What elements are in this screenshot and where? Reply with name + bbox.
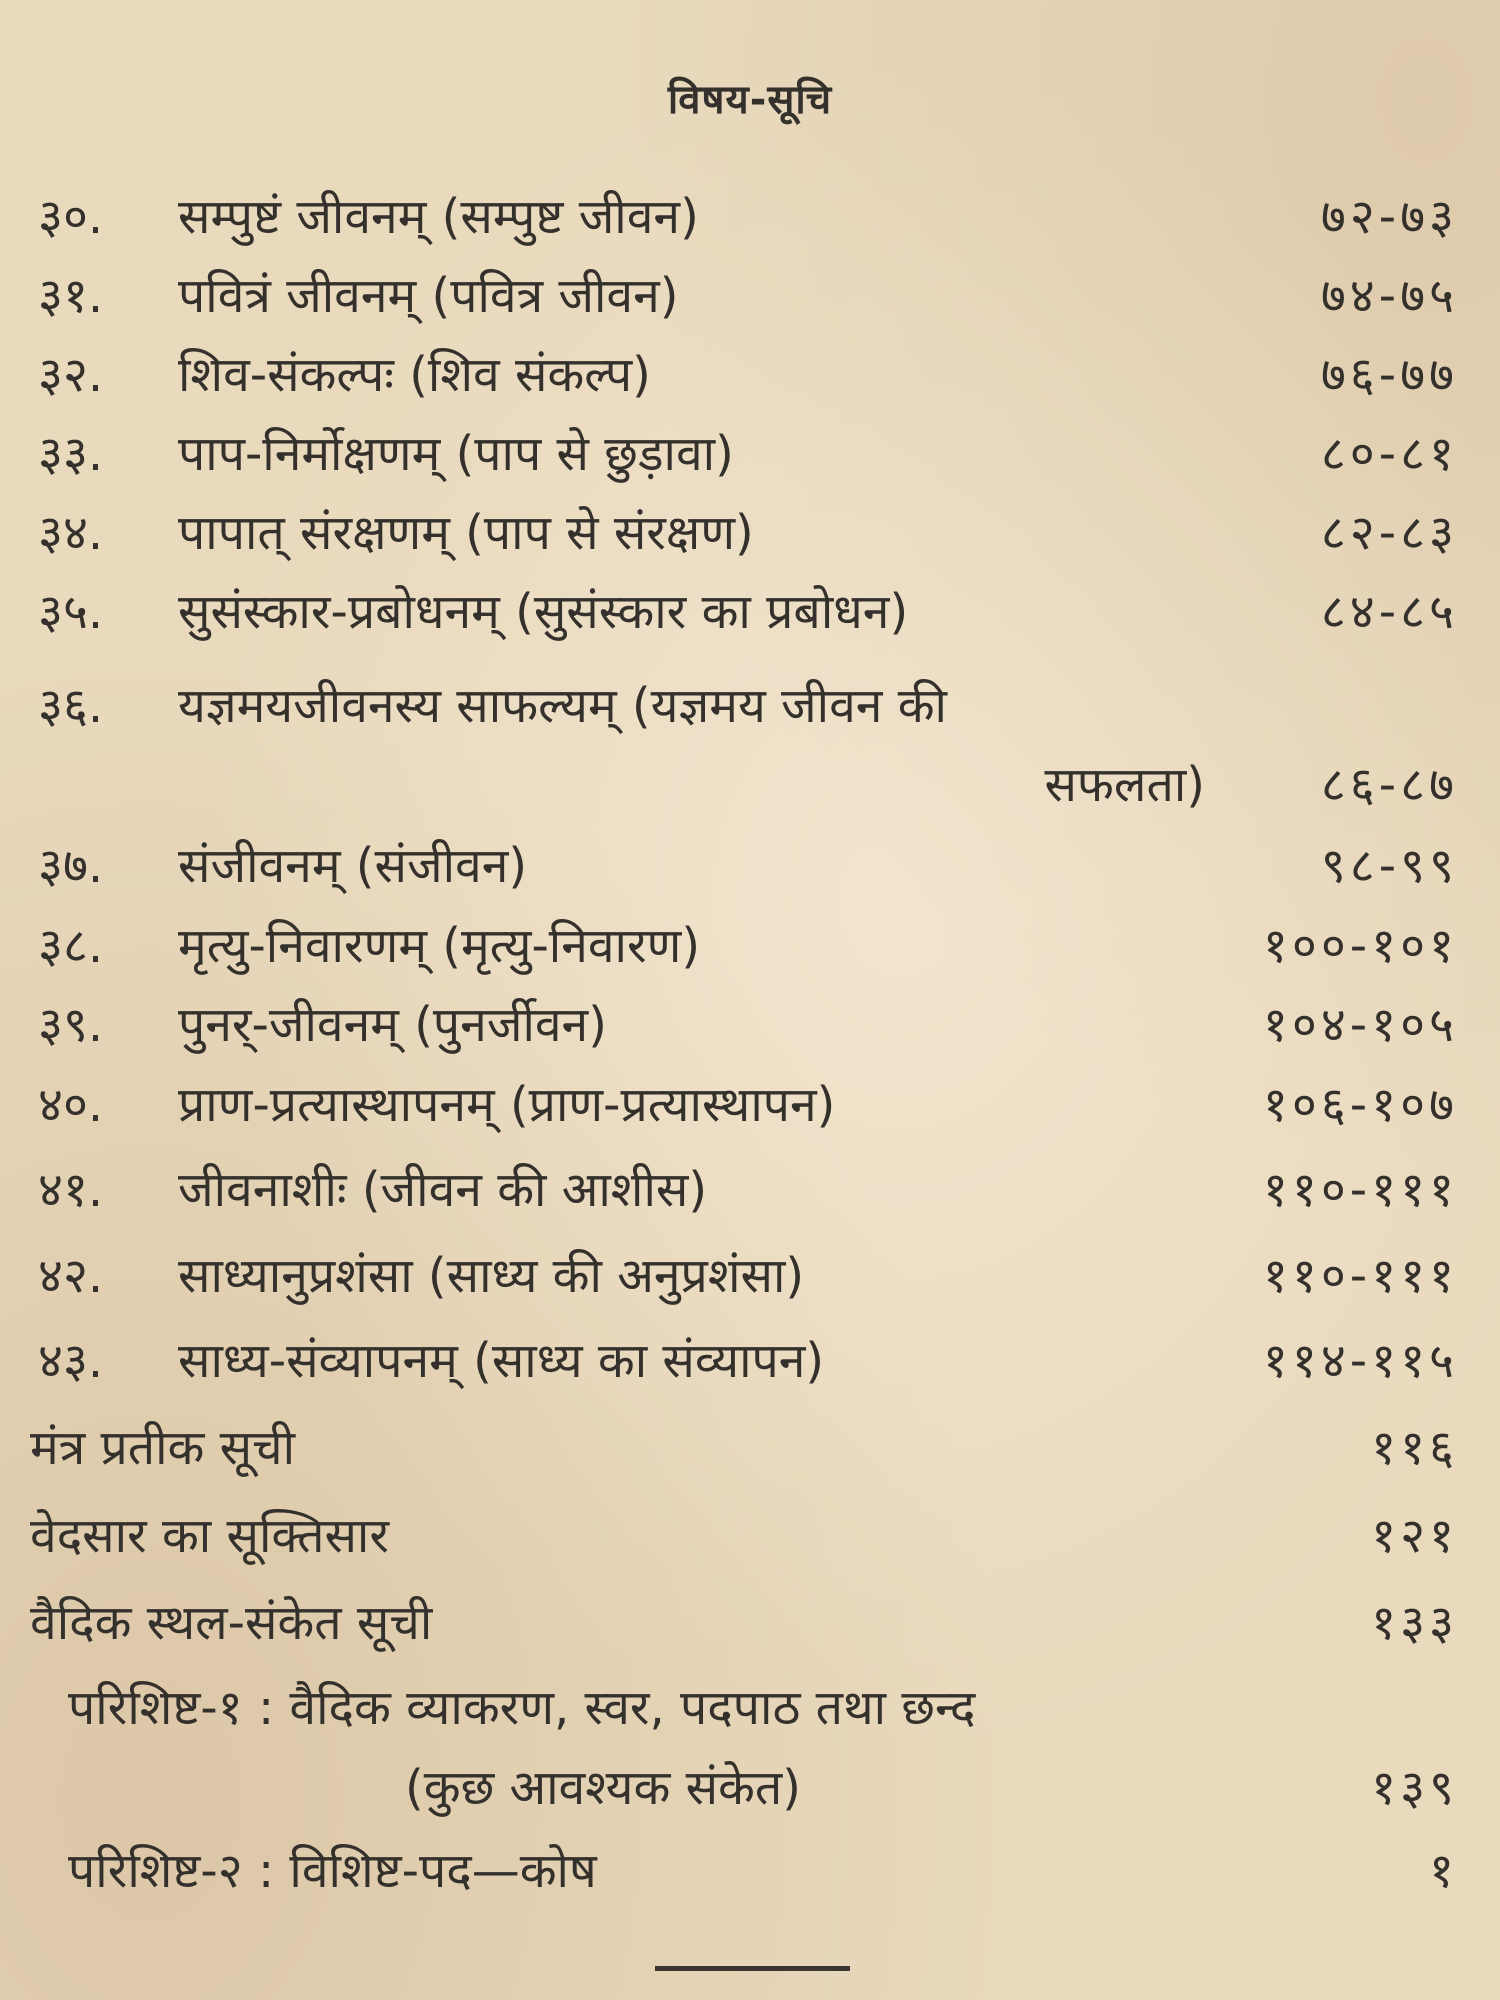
entry-title: जीवनाशीः (जीवन की आशीस) — [178, 1162, 708, 1218]
entry-number: ३२. — [38, 347, 104, 403]
toc-entry — [0, 263, 1500, 329]
entry-page: ८०-८१ — [1320, 426, 1458, 482]
toc-appendix-entry — [0, 1838, 1500, 1904]
entry-page: ७६-७७ — [1320, 347, 1458, 403]
toc-extra-entry — [0, 1503, 1500, 1569]
entry-title: सुसंस्कार-प्रबोधनम् (सुसंस्कार का प्रबोधन) — [178, 584, 909, 640]
toc-entry — [0, 1243, 1500, 1309]
toc-entry — [0, 913, 1500, 979]
entry-number: ३४. — [38, 505, 104, 561]
toc-entry-continuation — [0, 752, 1500, 818]
entry-number: ३०. — [38, 189, 104, 245]
entry-number: ४१. — [38, 1162, 104, 1218]
toc-entry — [0, 833, 1500, 899]
toc-extra-entry — [0, 1590, 1500, 1656]
toc-entry — [0, 184, 1500, 250]
page-title: विषय-सूचि — [667, 77, 833, 123]
end-rule — [655, 1966, 850, 1971]
entry-page: ११४-११५ — [1262, 1333, 1458, 1389]
toc-appendix-continuation — [0, 1755, 1500, 1821]
entry-title: साध्यानुप्रशंसा (साध्य की अनुप्रशंसा) — [178, 1248, 805, 1304]
entry-page: ७२-७३ — [1320, 189, 1458, 245]
entry-page: ८२-८३ — [1320, 505, 1458, 561]
entry-page: १३३ — [1371, 1595, 1458, 1651]
entry-number: ३१. — [38, 268, 104, 324]
entry-page: ११६ — [1371, 1420, 1458, 1476]
entry-title: साध्य-संव्यापनम् (साध्य का संव्यापन) — [178, 1333, 825, 1389]
toc-entry — [0, 1157, 1500, 1223]
entry-title: यज्ञमयजीवनस्य साफल्यम् (यज्ञमय जीवन की — [178, 678, 947, 734]
entry-page: १३९ — [1371, 1760, 1458, 1816]
entry-number: ३५. — [38, 584, 104, 640]
extra-title: वेदसार का सूक्तिसार — [30, 1508, 389, 1564]
toc-entry — [0, 673, 1500, 739]
entry-title: पुनर्-जीवनम् (पुनर्जीवन) — [178, 997, 607, 1053]
toc-entry — [0, 421, 1500, 487]
appendix-title: परिशिष्ट-१ : वैदिक व्याकरण, स्वर, पदपाठ तथा छन्द — [68, 1680, 976, 1736]
extra-title: वैदिक स्थल-संकेत सूची — [30, 1595, 433, 1651]
entry-title-continuation: सफलता) — [1044, 757, 1205, 813]
entry-title: पवित्रं जीवनम् (पवित्र जीवन) — [178, 268, 679, 324]
toc-entry — [0, 500, 1500, 566]
toc-entry — [0, 1072, 1500, 1138]
entry-number: ३९. — [38, 997, 104, 1053]
entry-page: १ — [1429, 1843, 1458, 1899]
appendix-title: परिशिष्ट-२ : विशिष्ट-पद—कोष — [68, 1843, 597, 1899]
entry-page: १०४-१०५ — [1262, 997, 1458, 1053]
entry-title: शिव-संकल्पः (शिव संकल्प) — [178, 347, 651, 403]
entry-page: ९८-९९ — [1320, 838, 1458, 894]
entry-number: ४०. — [38, 1077, 104, 1133]
entry-page: १०६-१०७ — [1262, 1077, 1458, 1133]
entry-number: ३३. — [38, 426, 104, 482]
entry-number: ४३. — [38, 1333, 104, 1389]
entry-page: ११०-१११ — [1262, 1248, 1458, 1304]
toc-appendix-entry — [0, 1675, 1500, 1741]
entry-title: संजीवनम् (संजीवन) — [178, 838, 528, 894]
entry-title: पापात् संरक्षणम् (पाप से संरक्षण) — [178, 505, 754, 561]
toc-entry — [0, 579, 1500, 645]
entry-number: ३६. — [38, 678, 104, 734]
entry-page: १००-१०१ — [1262, 918, 1458, 974]
entry-page: ११०-१११ — [1262, 1162, 1458, 1218]
entry-title: मृत्यु-निवारणम् (मृत्यु-निवारण) — [178, 918, 701, 974]
appendix-title-continuation: (कुछ आवश्यक संकेत) — [405, 1760, 802, 1816]
entry-number: ४२. — [38, 1248, 104, 1304]
entry-page: ८४-८५ — [1320, 584, 1458, 640]
entry-page: ८६-८७ — [1320, 757, 1458, 813]
toc-extra-entry — [0, 1415, 1500, 1481]
entry-title: सम्पुष्टं जीवनम् (सम्पुष्ट जीवन) — [178, 189, 699, 245]
toc-entry — [0, 342, 1500, 408]
entry-title: प्राण-प्रत्यास्थापनम् (प्राण-प्रत्यास्थापन) — [178, 1077, 836, 1133]
entry-number: ३८. — [38, 918, 104, 974]
entry-page: ७४-७५ — [1320, 268, 1458, 324]
toc-entry — [0, 1328, 1500, 1394]
entry-number: ३७. — [38, 838, 104, 894]
toc-entry — [0, 992, 1500, 1058]
extra-title: मंत्र प्रतीक सूची — [30, 1420, 296, 1476]
entry-page: १२१ — [1371, 1508, 1458, 1564]
entry-title: पाप-निर्मोक्षणम् (पाप से छुड़ावा) — [178, 426, 734, 482]
